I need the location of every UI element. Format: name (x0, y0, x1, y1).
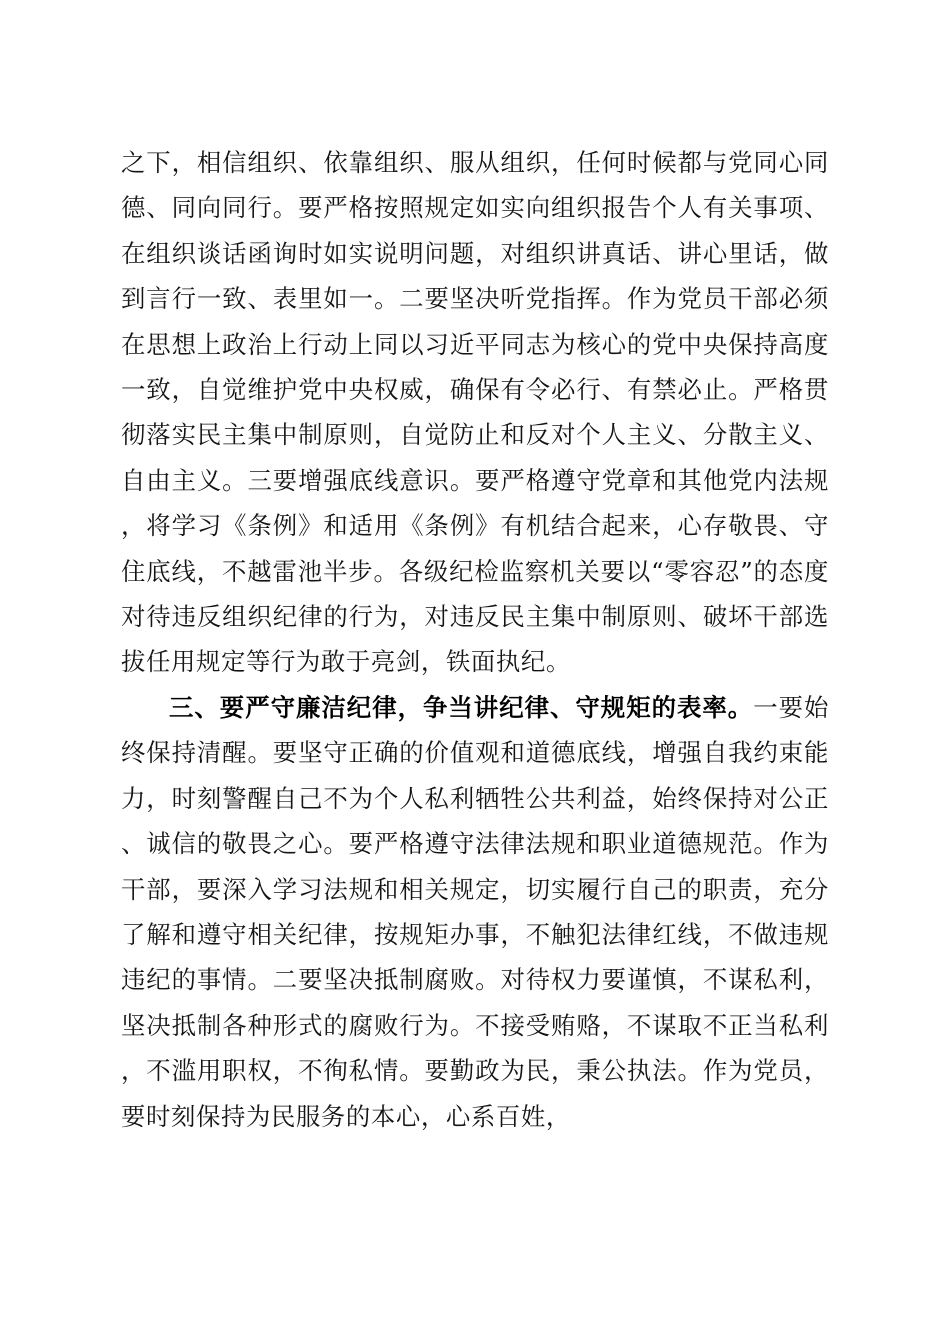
paragraph-text: 一要始终保持清醒。要坚守正确的价值观和道德底线，增强自我约束能力，时刻警醒自己不为个人私利牺牲公共利益，始终保持对公正、诚信的敬畏之心。要严格遵守法律法规和职业道德规范。作为干部，要深入学习法规和相关规定，切实履行自己的职责，充分了解和遵守相关纪律，按规矩办事，不触犯法律红线，不做违规违纪的事情。二要坚决抵制腐败。对待权力要谨慎，不谋私利，坚决抵制各种形式的腐败行为。不接受贿赂，不谋取不正当私利，不滥用职权，不徇私情。要勤政为民，秉公执法。作为党员，要时刻保持为民服务的本心，心系百姓， (121, 692, 829, 1131)
section-heading-lead: 三、要严守廉洁纪律，争当讲纪律、守规矩的表率。 (169, 692, 754, 722)
document-body (121, 140, 829, 1139)
paragraph-organizational-discipline (121, 140, 829, 685)
paragraph-text: 之下，相信组织、依靠组织、服从组织，任何时候都与党同心同德、同向同行。要严格按照规定如实向组织报告个人有关事项、在组织谈话函询时如实说明问题，对组织讲真话、讲心里话，做到言行一致、表里如一。二要坚决听党指挥。作为党员干部必须在思想上政治上行动上同以习近平同志为核心的党中央保持高度一致，自觉维护党中央权威，确保有令必行、有禁必止。严格贯彻落实民主集中制原则，自觉防止和反对个人主义、分散主义、自由主义。三要增强底线意识。要严格遵守党章和其他党内法规，将学习《条例》和适用《条例》有机结合起来，心存敬畏、守住底线，不越雷池半步。各级纪检监察机关要以“零容忍”的态度对待违反组织纪律的行为，对违反民主集中制原则、破坏干部选拔任用规定等行为敢于亮剑，铁面执纪。 (121, 148, 829, 677)
paragraph-integrity-discipline (121, 685, 829, 1139)
